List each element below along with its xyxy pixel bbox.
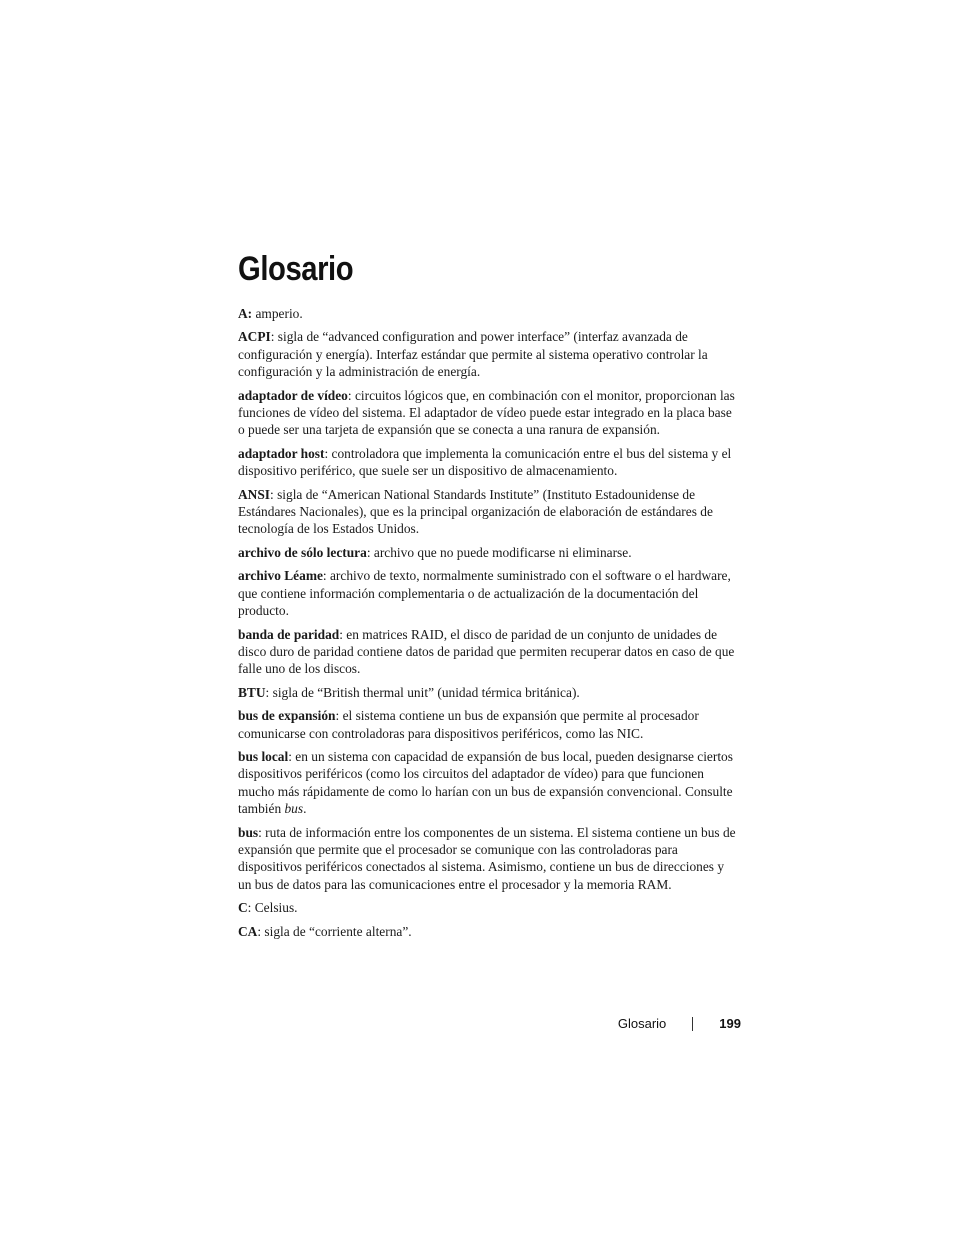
glossary-definition: : sigla de “American National Standards Institute” (Instituto Estadounidense de Estándares Nacionales), que es la principal organización de elaboración de estándares de tecnología de los Estados Unidos. [238,486,713,537]
glossary-term: archivo de sólo lectura [238,544,367,560]
footer-section-title: Glosario [617,1016,667,1031]
glossary-definition: : sigla de “corriente alterna”. [257,923,412,939]
glossary-term: adaptador host [238,445,325,461]
glossary-definition: : controladora que implementa la comunicación entre el bus del sistema y el dispositivo periférico, que suele ser un dispositivo de almacenamiento. [238,445,732,479]
glossary-entry [238,748,736,818]
glossary-term: ACPI [238,329,271,345]
glossary-entry [238,486,736,538]
glossary-definition: : ruta de información entre los componentes de un sistema. El sistema contiene un bus de expansión que permite que el procesador se comunique con las controladoras para dispositivos periféricos conectados al sistema. Asimismo, contiene un bus de direcciones y un bus de datos para las comunicaciones entre el procesador y la memoria RAM. [238,824,736,892]
glossary-entry [238,544,736,561]
glossary-definition: : Celsius. [247,900,298,916]
page-footer [618,1016,741,1031]
page-number: 199 [719,1016,741,1031]
glossary-entry [238,305,736,322]
glossary-term: bus local [238,748,289,764]
cross-reference: bus [284,801,304,817]
glossary-term: BTU [238,684,266,700]
page-title: Glosario [238,250,354,288]
glossary-term: adaptador de vídeo [238,387,348,403]
glossary-definition: : archivo que no puede modificarse ni eliminarse. [366,544,632,560]
glossary-term: C [238,900,248,916]
glossary-definition: : archivo de texto, normalmente suministrado con el software o el hardware, que contiene información complementaria o de actualización de la documentación del producto. [238,568,731,619]
glossary-term: archivo Léame [238,568,323,584]
glossary-definition: : en matrices RAID, el disco de paridad de un conjunto de unidades de disco duro de paridad contiene datos de paridad que permiten recuperar datos en caso de que falle uno de los discos. [238,626,735,677]
glossary-entry [238,824,736,894]
glossary-term: A: [238,306,253,321]
glossary-entry [238,923,736,940]
glossary-entry [238,445,736,480]
glossary-term: ANSI [238,486,270,502]
glossary-entry [238,328,736,380]
glossary-entry [238,626,736,678]
glossary-definition-tail: . [303,801,307,817]
glossary-term: CA [238,923,258,939]
glossary-definition: : sigla de “advanced configuration and power interface” (interfaz avanzada de configuración y energía). Interfaz estándar que permite al sistema operativo controlar la configuración y la administración de energía. [238,329,708,380]
glossary-entry [238,899,736,916]
glossary-term: bus [238,824,259,840]
glossary-definition: : circuitos lógicos que, en combinación con el monitor, proporcionan las funciones de vídeo del sistema. El adaptador de vídeo puede estar integrado en la placa base o puede ser una tarjeta de expansión que se conecta a una ranura de expansión. [238,387,735,438]
glossary-entry [238,567,736,619]
glossary-term: banda de paridad [238,626,340,642]
glossary-entries [238,305,736,946]
glossary-entry [238,707,736,742]
glossary-entry [238,684,736,701]
glossary-entry [238,387,736,439]
glossary-term: bus de expansión [238,708,336,724]
glossary-definition: amperio. [252,306,303,321]
glossary-definition: : sigla de “British thermal unit” (unidad térmica británica). [265,684,580,700]
footer-divider [692,1017,693,1031]
glossary-definition: : el sistema contiene un bus de expansión que permite al procesador comunicarse con controladoras para dispositivos periféricos, como las NIC. [238,708,699,741]
glossary-definition: : en un sistema con capacidad de expansión de bus local, pueden designarse ciertos dispositivos periféricos (como los circuitos del adaptador de vídeo) para que funcionen mucho más rápidamente de como lo harían con un bus de expansión convencional. Consulte también [238,748,733,817]
